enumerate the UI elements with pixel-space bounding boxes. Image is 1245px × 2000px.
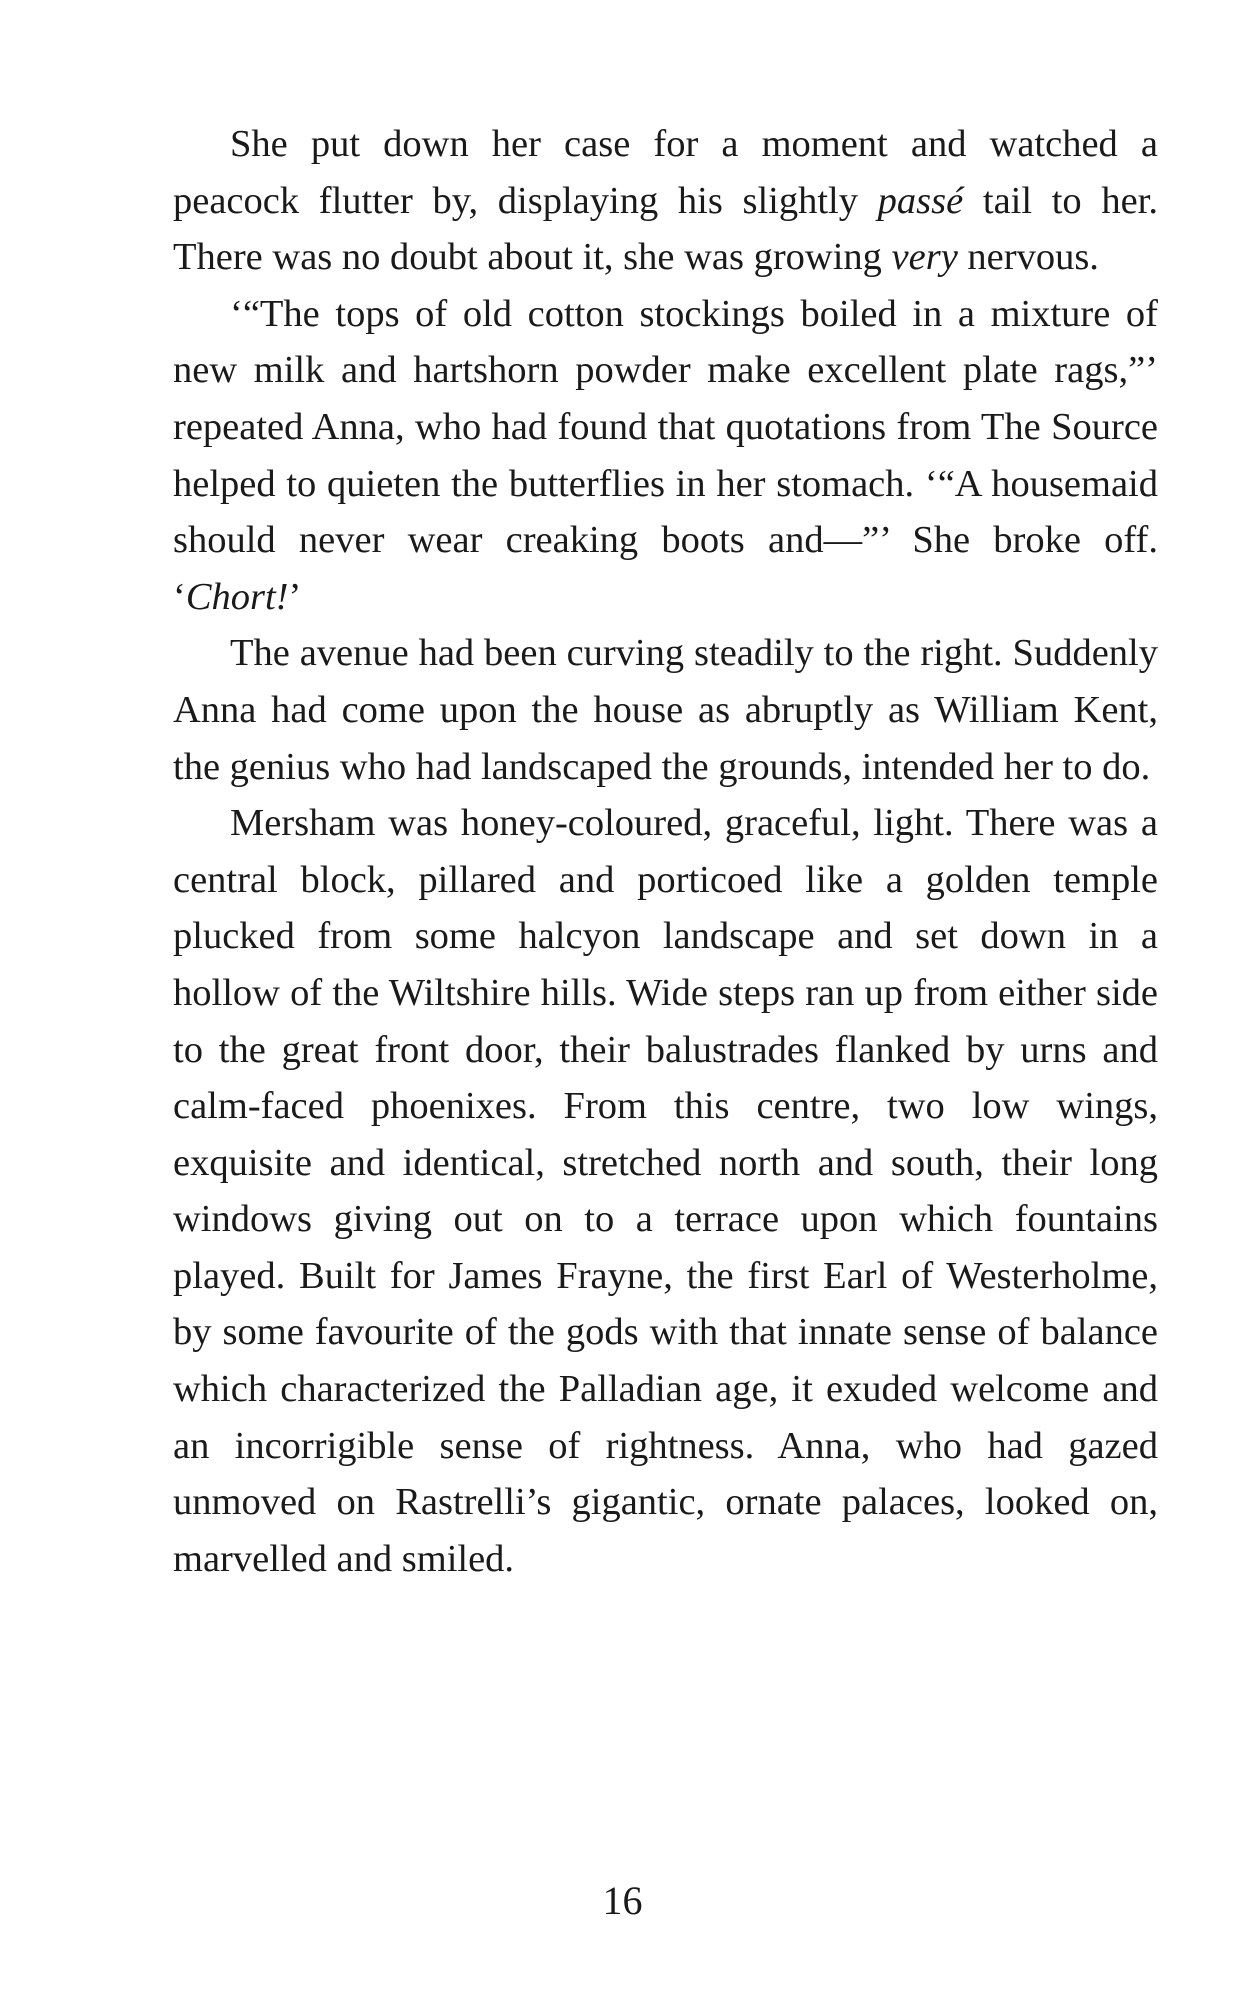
- page-text: [173, 116, 1158, 1587]
- text-run: tail to her. There was no doubt about it, she was growing: [173, 179, 1158, 279]
- text-run: Mersham was honey-coloured, graceful, light. There was a central block, pillared and porticoed like a golden temple plucked from some halcyon landscape and set down in a hollow of the Wiltshire hills. Wide steps ran up from either side to the great front door, their balustrades flanked by urns and calm-faced phoenixes. From this centre, two low wings, exquisite and identical, stretched north and south, their long windows giving out on to a terrace upon which fountains played. Built for James Frayne, the first Earl of Westerholme, by some favourite of the gods with that innate sense of balance which characterized the Palladian age, it exuded welcome and an incorrigible sense of rightness. Anna, who had gazed unmoved on Rastrelli’s gigantic, ornate palaces, looked on, marvelled and smiled.: [173, 802, 1158, 1580]
- text-run: She put down her case for a moment and watched a peacock flutter by, displaying his slightly: [173, 123, 1158, 222]
- italic-text: Chort!: [185, 575, 289, 618]
- paragraph-quotation: [173, 286, 1158, 626]
- paragraph-peacock: [173, 116, 1158, 286]
- paragraph-mersham: [173, 795, 1158, 1587]
- italic-text: passé: [877, 179, 964, 222]
- italic-text: very: [891, 236, 958, 279]
- text-run: ’: [288, 575, 302, 618]
- text-run: The avenue had been curving steadily to the right. Suddenly Anna had come upon the house as abruptly as William Kent, the genius who had landscaped the grounds, intended her to do.: [173, 632, 1158, 788]
- page-number: 16: [602, 1878, 643, 1923]
- text-run: nervous.: [957, 236, 1099, 279]
- text-run: ‘“The tops of old cotton stockings boiled in a mixture of new milk and hartshorn powder make excellent plate rags,”’ repeated Anna, who had found that quotations from The Source helped to quieten the butterflies in her stomach. ‘“A housemaid should never wear creaking boots and—”’ She broke off. ‘: [173, 292, 1158, 618]
- paragraph-avenue: [173, 625, 1158, 795]
